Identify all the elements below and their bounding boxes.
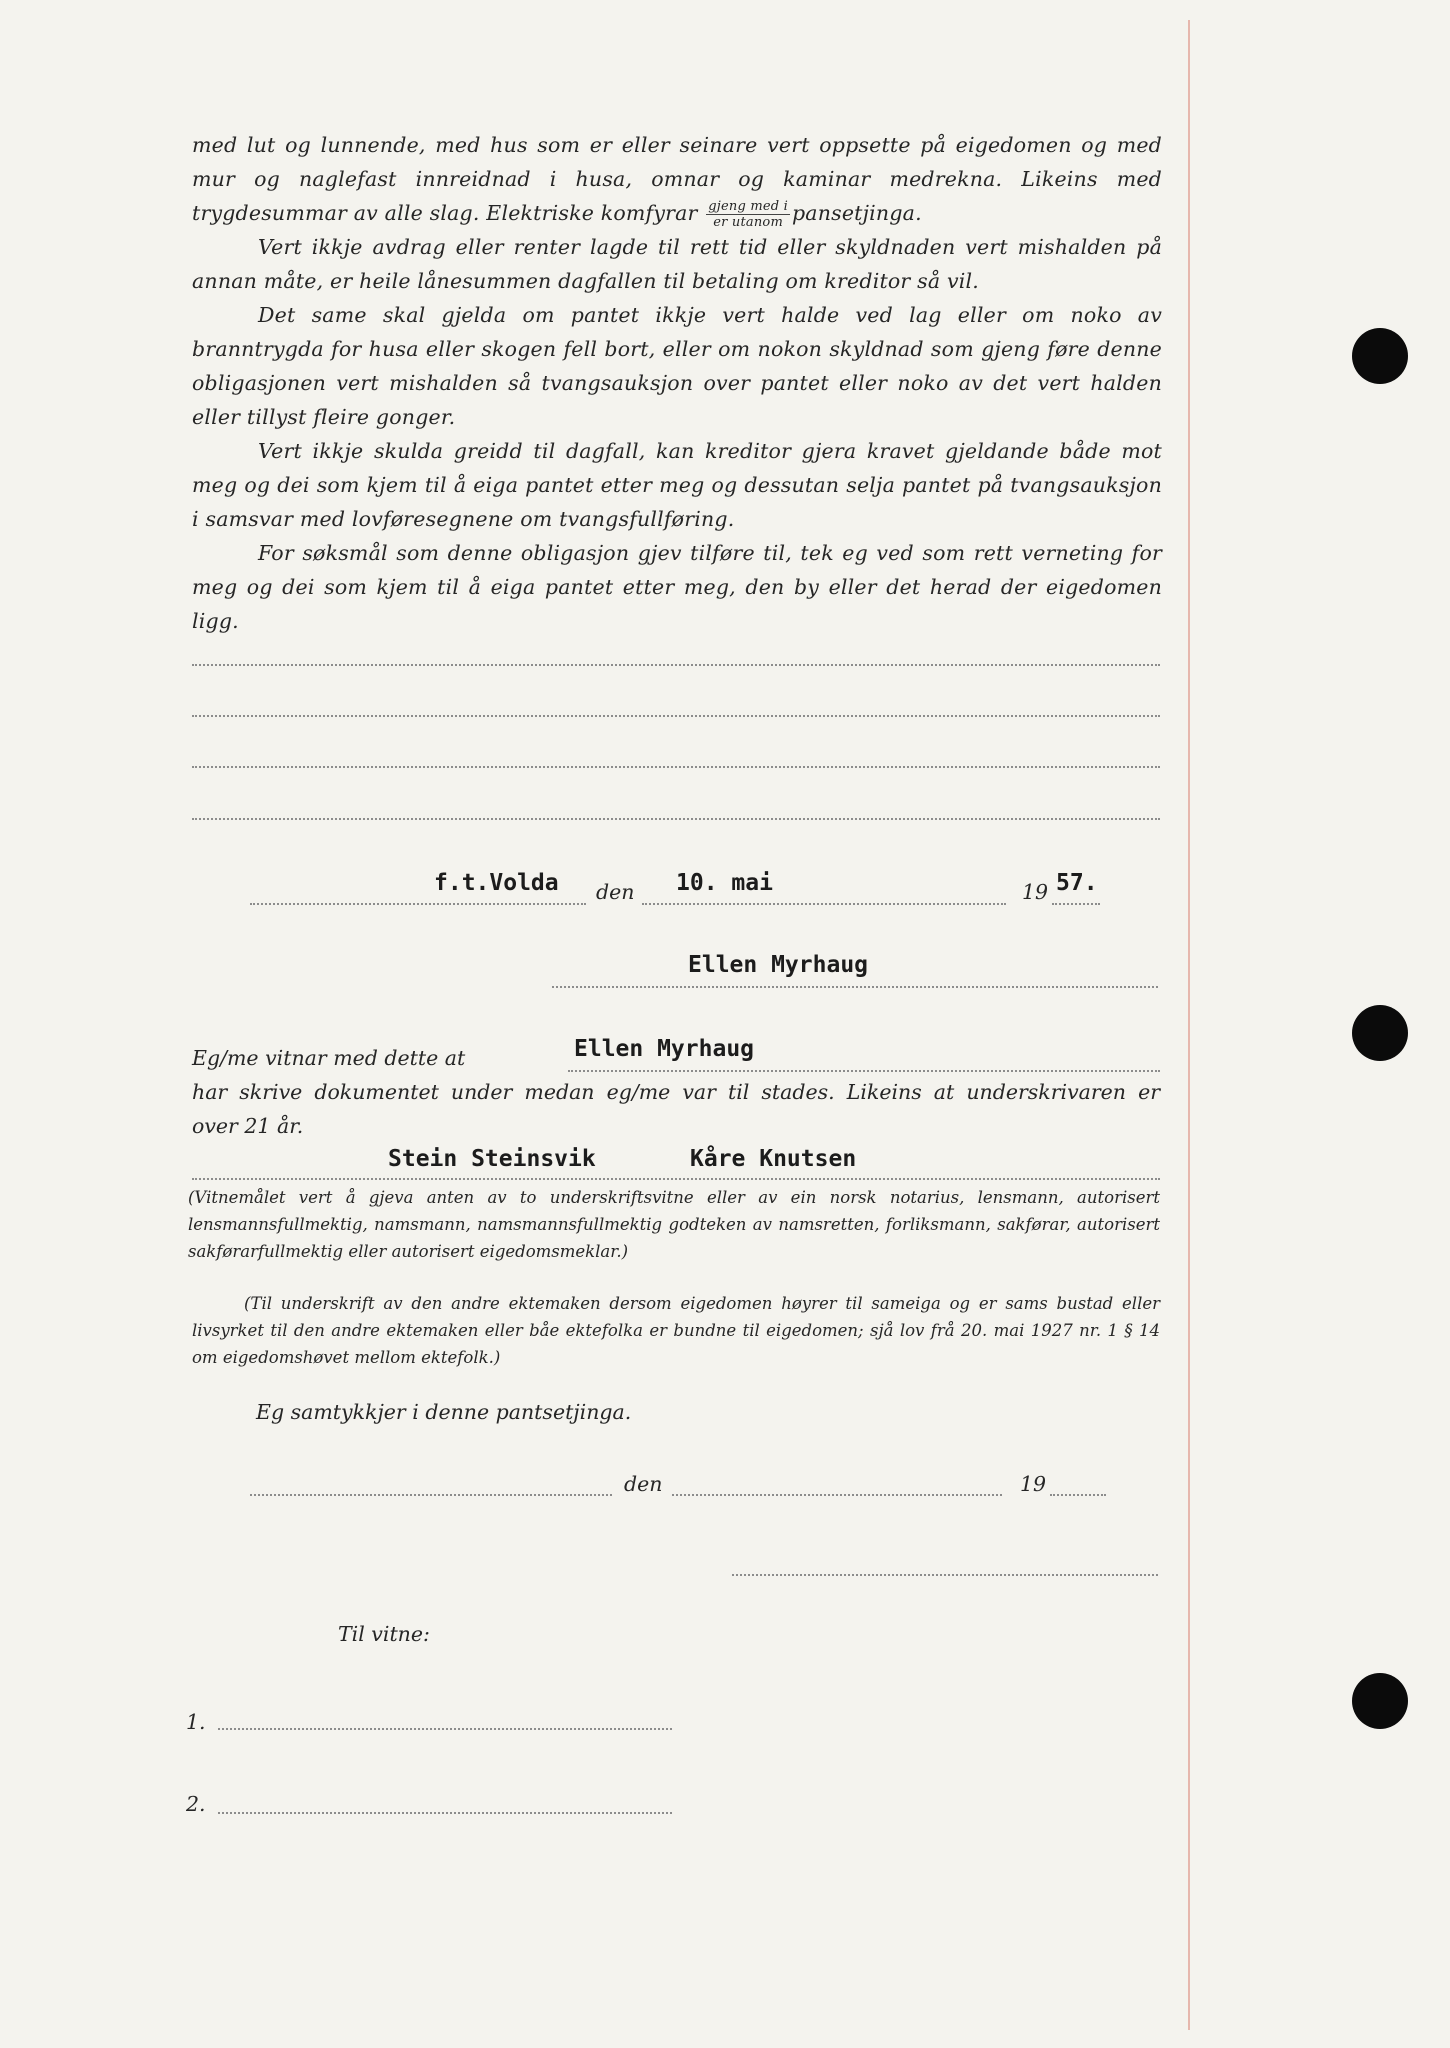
blank-line [192, 715, 1160, 717]
witness-2-name: Kåre Knutsen [690, 1146, 857, 1172]
til-vitne-label: Til vitne: [338, 1622, 430, 1646]
consent-text: Eg samtykkjer i denne pantsetjinga. [256, 1400, 632, 1424]
consent-place-line [250, 1494, 612, 1496]
signature-line [552, 986, 1158, 988]
consent-year-line [1050, 1494, 1106, 1496]
year-line [1052, 903, 1100, 905]
paragraph-1: med lut og lunnende, med hus som er eller seinare vert oppsette på eigedomen og med mur og naglefast innreidnad i husa, omnar og kaminar medrekna. Likeins med trygdesummar av alle slag. Elektriske komfyrar $\frac{\text{gjeng med i}}{\text{er utanom}}$ pansetjinga. [192, 133, 1162, 230]
punch-hole [1352, 1005, 1408, 1061]
paragraph-3: Det same skal gjelda om pantet ikkje vert halde ved lag eller om noko av branntrygda for husa eller skogen fell bort, eller om nokon skyldnad som gjeng føre denne obligasjonen vert mishalden så tvangsauksjon over pantet eller noko av det vert halden eller tillyst fleire gonger. [192, 303, 1162, 429]
place-line [250, 903, 586, 905]
witness-line-2-blank [218, 1812, 672, 1814]
witness-prefix: Eg/me vitnar med dette at [192, 1046, 466, 1070]
witness-line-3: over 21 år. [192, 1114, 304, 1138]
year-suffix: 57. [1056, 870, 1098, 896]
witness-line-2: har skrive dokumentet under medan eg/me var til stades. Likeins at underskrivaren er [192, 1080, 1160, 1104]
blank-line [192, 766, 1160, 768]
paragraph-4: Vert ikkje skulda greidd til dagfall, kan kreditor gjera kravet gjeldande både mot meg og dei som kjem til å eiga pantet etter meg og dessutan selja pantet på tvangsauksjon i samsvar med lovføresegnene om tvangsfullføring. [192, 439, 1162, 531]
note-1: (Vitnemålet vert å gjeva anten av to underskriftsvitne eller av ein norsk notarius, lensmann, autorisert lensmannsfullmektig, namsmann, namsmannsfullmektig godteken av namsretten, forliksmann, sakførar, autorisert sakførarfullmektig eller autorisert eigedomsmeklar.) [188, 1188, 1160, 1261]
witness-name-line [568, 1070, 1160, 1072]
place-field: f.t.Volda [434, 870, 559, 896]
date-field: 10. mai [676, 870, 773, 896]
den-label: den [596, 880, 635, 904]
consent-date-line [672, 1494, 1002, 1496]
signature-name: Ellen Myrhaug [688, 952, 869, 978]
consent-year-prefix: 19 [1020, 1472, 1047, 1496]
witness-number-1: 1. [186, 1710, 206, 1734]
punch-hole [1352, 328, 1408, 384]
choice-fraction: $\frac{\text{gjeng med i}}{\text{er utanom}}$ [708, 199, 788, 230]
consent-den-label: den [624, 1472, 663, 1496]
witness-1-name: Stein Steinsvik [388, 1146, 596, 1172]
witness-statement-name: Ellen Myrhaug [574, 1036, 755, 1062]
consent-signature-line [732, 1574, 1158, 1576]
margin-rule [1188, 20, 1190, 2030]
date-line [642, 903, 1006, 905]
note-2: (Til underskrift av den andre ektemaken dersom eigedomen høyrer til sameiga og er sams bustad eller livsyrket til den andre ektemaken eller båe ektefolka er bundne til eigedomen; sjå lov frå 20. mai 1927 nr. 1 § 14 om eigedomshøvet mellom ektefolk.) [192, 1294, 1160, 1367]
witness-number-2: 2. [186, 1792, 206, 1816]
blank-line [192, 664, 1160, 666]
blank-line [192, 818, 1160, 820]
witnesses-line [192, 1178, 1160, 1180]
punch-hole [1352, 1673, 1408, 1729]
witness-line-1 [218, 1728, 672, 1730]
obligation-body [192, 128, 1162, 638]
year-prefix: 19 [1022, 880, 1049, 904]
paragraph-5: For søksmål som denne obligasjon gjev tilføre til, tek eg ved som rett verneting for meg og dei som kjem til å eiga pantet etter meg, den by eller det herad der eigedomen ligg. [192, 541, 1162, 633]
paragraph-2: Vert ikkje avdrag eller renter lagde til rett tid eller skyldnaden vert mishalden på annan måte, er heile lånesummen dagfallen til betaling om kreditor så vil. [192, 235, 1162, 293]
